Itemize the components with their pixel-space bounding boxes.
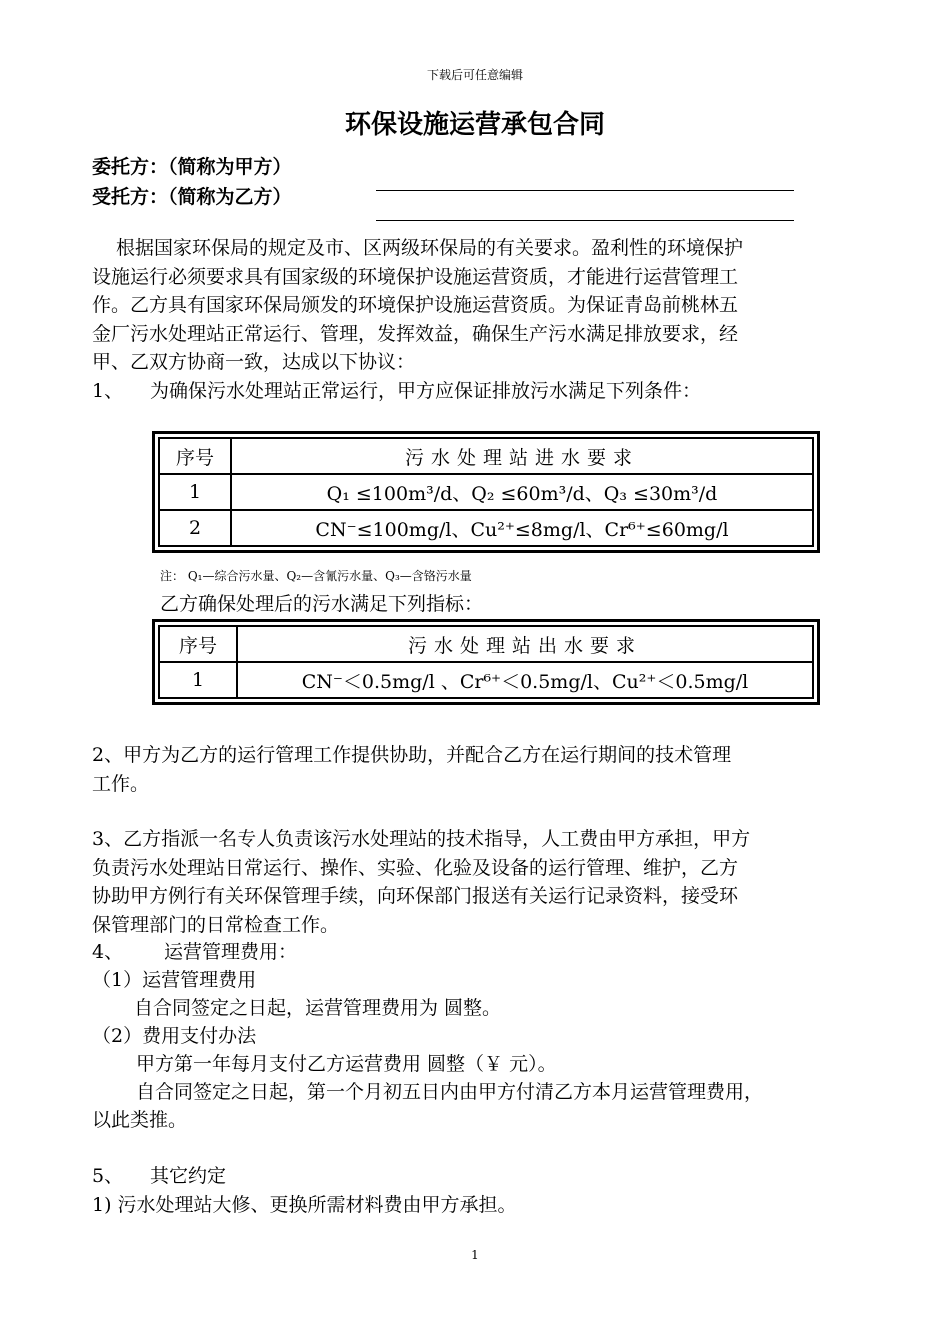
inlet-row-requirement: Q₁ ≤100m³/d、Q₂ ≤60m³/d、Q₃ ≤30m³/d [231,474,813,510]
item-3-line: 保管理部门的日常检查工作。 [92,913,340,936]
intro-line: 甲、乙双方协商一致，达成以下协议： [92,351,416,373]
party-a-blank-line [376,190,794,191]
item-2-line: 2、甲方为乙方的运行管理工作提供协助，并配合乙方在运行期间的技术管理 [92,744,732,766]
outlet-header-seq: 序号 [159,626,237,662]
item-4-2-title: （2）费用支付办法 [92,1025,257,1047]
item-2-paragraph [92,741,862,798]
outlet-header-requirement: 污水处理站出水要求 [237,626,813,662]
outlet-row-seq: 1 [159,662,237,698]
intro-paragraph [92,234,862,377]
item-1-text: 为确保污水处理站正常运行，甲方应保证排放污水满足下列条件： [150,380,702,402]
outlet-intro: 乙方确保处理后的污水满足下列指标： [160,593,484,615]
inlet-header-requirement: 污水处理站进水要求 [231,438,813,474]
intro-line: 作。乙方具有国家环保局颁发的环境保护设施运营资质。为保证青岛前桃林五 [92,294,739,316]
item-3-line: 协助甲方例行有关环保管理手续，向环保部门报送有关运行记录资料，接受环 [92,885,739,907]
party-b-label: 受托方：（简称为乙方） [92,186,292,208]
item-5-text: 其它约定 [150,1165,227,1187]
item-2-line: 工作。 [92,772,150,795]
outlet-row-requirement: CN⁻＜0.5mg/l 、Cr⁶⁺＜0.5mg/l、Cu²⁺＜0.5mg/l [237,662,813,698]
intro-line: 金厂污水处理站正常运行、管理，发挥效益，确保生产污水满足排放要求，经 [92,322,739,345]
party-b-blank-line [376,220,794,221]
inlet-row-seq: 2 [159,510,231,546]
item-3-line: 负责污水处理站日常运行、操作、实验、化验及设备的运行管理、维护，乙方 [92,856,739,879]
outlet-requirements-table [152,619,820,705]
inlet-row-seq: 1 [159,474,231,510]
item-3-line: 3、乙方指派一名专人负责该污水处理站的技术指导，人工费由甲方承担，甲方 [92,828,751,850]
document-title: 环保设施运营承包合同 [344,110,605,140]
header-note: 下载后可任意编辑 [426,68,523,82]
inlet-requirements-table [152,431,820,553]
item-4-text: 运营管理费用： [164,941,298,963]
table-note: 注： Q₁—综合污水量、Q₂—含氰污水量、Q₃—含铬污水量 [160,569,472,583]
item-4-1-text: 自合同签定之日起，运营管理费用为 圆整。 [134,997,502,1019]
item-5-1: 1) 污水处理站大修、更换所需材料费由甲方承担。 [92,1194,517,1216]
item-4-2-text: 甲方第一年每月支付乙方运营费用 圆整（￥ 元）。 [136,1053,557,1075]
page-number: 1 [471,1248,479,1262]
item-4-1-title: （1）运营管理费用 [92,969,257,991]
inlet-header-seq: 序号 [159,438,231,474]
item-4-2-text-2a: 自合同签定之日起，第一个月初五日内由甲方付清乙方本月运营管理费用， [136,1081,764,1103]
item-5-number: 5、 [92,1165,124,1187]
party-a-label: 委托方：（简称为甲方） [92,156,292,178]
item-4-2-text-2b: 以此类推。 [92,1109,188,1131]
item-1-number: 1、 [92,380,124,402]
item-4-number: 4、 [92,941,124,963]
item-3-paragraph [92,825,862,939]
intro-line: 设施运行必须要求具有国家级的环境保护设施运营资质，才能进行运营管理工 [92,265,739,288]
intro-line: 根据国家环保局的规定及市、区两级环保局的有关要求。盈利性的环境保护 [116,237,744,259]
inlet-row-requirement: CN⁻≤100mg/l、Cu²⁺≤8mg/l、Cr⁶⁺≤60mg/l [231,510,813,546]
